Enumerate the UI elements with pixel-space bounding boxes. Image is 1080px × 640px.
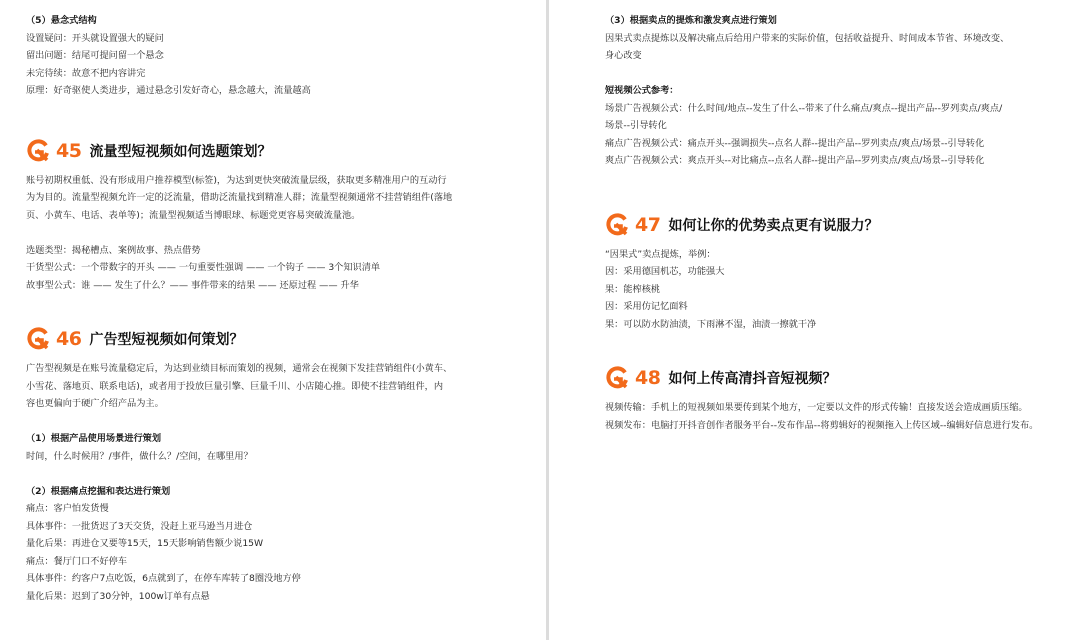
text-line: 具体事件：一批货迟了3天交货，没赶上亚马逊当月进仓 (26, 520, 253, 532)
text-line: 因果式卖点提炼以及解决痛点后给用户带来的实际价值，包括收益提升、时间成本节省、环境改变、 (605, 32, 1010, 44)
section-title: （5）悬念式结构 (26, 15, 97, 26)
orange-q-arrow-logo-icon (605, 366, 629, 390)
section-title: （3）根据卖点的提炼和激发爽点进行策划 (605, 15, 777, 26)
section-title: （1）根据产品使用场景进行策划 (26, 433, 162, 444)
section-title: （2）根据痛点挖掘和表达进行策划 (26, 485, 171, 497)
text-line: 爽点广告视频公式：爽点开头--对比痛点--点名人群--提出产品--罗列卖点/爽点/场景--引导转化 (605, 155, 985, 166)
right-page (549, 0, 1080, 640)
question-heading-46 (26, 324, 530, 354)
paragraph-line: 广告型视频是在账号流量稳定后，为达到业绩目标而策划的视频，通常会在视频下发挂营销组件(小黄车、 (26, 363, 453, 374)
text-line: 痛点：客户怕发货慢 (26, 503, 109, 514)
text-line: 原理：好奇驱使人类进步，通过悬念引发好奇心，悬念越大，流量越高 (26, 85, 311, 96)
orange-q-arrow-logo-icon (26, 327, 50, 351)
orange-q-arrow-logo-icon (605, 213, 629, 237)
text-line: 量化后果：再进仓又要等15天，15天影响销售额少说15W (26, 538, 264, 549)
text-line: 干货型公式：一个带数字的开头 —— 一句重要性强调 —— 一个钩子 —— 3个知识清单 (26, 262, 381, 273)
section-title: 短视频公式参考： (605, 85, 679, 96)
question-heading-47 (605, 210, 1068, 240)
question-heading-45 (26, 136, 530, 166)
question-title: 流量型短视频如何选题策划？ (89, 143, 272, 160)
text-line: 因：采用德国机芯，功能强大 (605, 266, 725, 277)
text-line: 设置疑问：开头就设置强大的疑问 (26, 32, 164, 44)
paragraph-line: 页、小黄车、电话、表单等)；流量型视频适当博眼球、标题党更容易突破流量池。 (26, 209, 361, 221)
text-line: 痛点：餐厅门口不好停车 (26, 555, 128, 567)
paragraph-line: 账号初期权重低、没有形成用户推荐模型(标签)，为达到更快突破流量层级，获取更多精准用户的互动行 (26, 174, 447, 186)
orange-q-arrow-logo-icon (26, 139, 50, 163)
text-line: 留出问题：结尾可提问留一个悬念 (26, 50, 164, 61)
question-number: 46 (56, 328, 82, 350)
question-title: 广告型短视频如何策划？ (89, 332, 244, 348)
question-number: 48 (635, 367, 661, 389)
text-line: 量化后果：迟到了30分钟，100w订单有点悬 (26, 590, 210, 602)
text-line: 选题类型：揭秘槽点、案例故事、热点借势 (26, 244, 201, 256)
text-line: 场景--引导转化 (605, 120, 667, 131)
text-line: 场景广告视频公式：什么时间/地点--发生了什么--带来了什么痛点/爽点--提出产品--罗列卖点/爽点/ (605, 102, 1003, 114)
text-line: 未完待续：故意不把内容讲完 (26, 67, 146, 79)
question-number: 45 (56, 139, 82, 162)
text-line: 身心改变 (605, 50, 642, 61)
question-heading-48 (605, 363, 1068, 393)
text-line: 视频发布：电脑打开抖音创作者服务平台--发布作品--将剪辑好的视频拖入上传区域--编辑好信息进行发布。 (605, 419, 1039, 431)
paragraph-line: 为为目的。流量型视频允许一定的泛流量，借助泛流量找到精准人群；流量型视频通常不挂营销组件(落地 (26, 192, 453, 203)
text-line: 时间，什么时候用？/事件，做什么？/空间，在哪里用？ (26, 450, 253, 462)
question-title: 如何让你的优势卖点更有说服力？ (668, 217, 879, 234)
text-line: 故事型公式：谁 —— 发生了什么？—— 事件带来的结果 —— 还原过程 —— 升华 (26, 279, 359, 291)
text-line: 果：能榨核桃 (605, 283, 661, 295)
text-line: 视频传输：手机上的短视频如果要传到某个地方，一定要以文件的形式传输！直接发送会造成画质压缩。 (605, 402, 1028, 413)
text-line: 具体事件：约客户7点吃饭，6点就到了，在停车库转了8圈没地方停 (26, 573, 301, 584)
question-number: 47 (635, 213, 661, 236)
text-line: 因：采用仿记忆面料 (605, 301, 688, 312)
paragraph-line: 小雪花、落地页、联系电话)，或者用于投放巨量引擎、巨量千川、小店随心推。即使不挂营销组件，内 (26, 380, 444, 392)
text-line: 痛点广告视频公式：痛点开头--强调损失--点名人群--提出产品--罗列卖点/爽点/场景--引导转化 (605, 137, 985, 149)
text-line: 果：可以防水防油渍，下雨淋不湿，油渍一擦就干净 (605, 318, 817, 330)
question-title: 如何上传高清抖音短视频？ (668, 371, 837, 387)
paragraph-line: 容也更偏向于硬广介绍产品为主。 (26, 398, 164, 409)
text-line: “因果式”卖点提炼，举例： (605, 248, 716, 260)
